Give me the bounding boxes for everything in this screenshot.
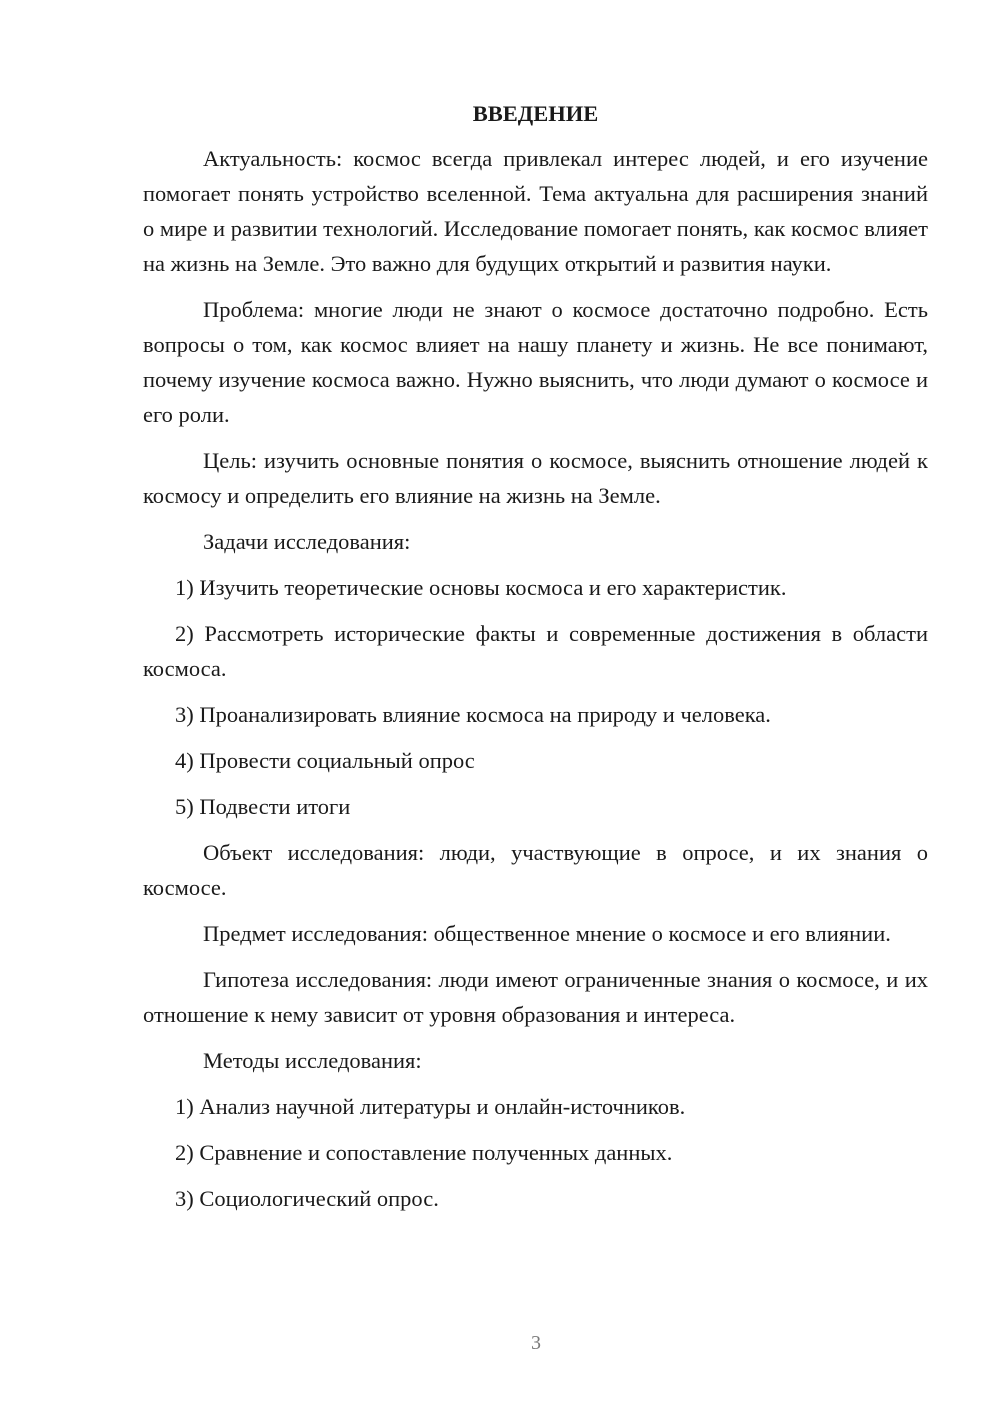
page-content xyxy=(143,96,928,1227)
task-item-2: 2) Рассмотреть исторические факты и современные достижения в области космоса. xyxy=(143,621,928,681)
method-item-3: 3) Социологический опрос. xyxy=(175,1186,439,1211)
tasks-heading: Задачи исследования: xyxy=(203,529,411,554)
subject-paragraph: Предмет исследования: общественное мнение о космосе и его влиянии. xyxy=(203,921,891,946)
task-item-1: 1) Изучить теоретические основы космоса и его характеристик. xyxy=(175,575,787,600)
task-item-4: 4) Провести социальный опрос xyxy=(175,748,475,773)
task-item-5: 5) Подвести итоги xyxy=(175,794,351,819)
object-paragraph: Объект исследования: люди, участвующие в опросе, и их знания о космосе. xyxy=(143,840,928,900)
problem-paragraph: Проблема: многие люди не знают о космосе достаточно подробно. Есть вопросы о том, как космос влияет на нашу планету и жизнь. Не все понимают, почему изучение космоса важно. Нужно выяснить, что люди думают о космосе и его роли. xyxy=(143,297,928,427)
page-number: 3 xyxy=(531,1332,541,1354)
section-title: ВВЕДЕНИЕ xyxy=(472,101,599,126)
goal-paragraph: Цель: изучить основные понятия о космосе, выяснить отношение людей к космосу и определить его влияние на жизнь на Земле. xyxy=(143,448,928,508)
task-item-3: 3) Проанализировать влияние космоса на природу и человека. xyxy=(175,702,771,727)
hypothesis-paragraph: Гипотеза исследования: люди имеют ограниченные знания о космосе, и их отношение к нему зависит от уровня образования и интереса. xyxy=(143,967,928,1027)
methods-heading: Методы исследования: xyxy=(203,1048,422,1073)
method-item-1: 1) Анализ научной литературы и онлайн-источников. xyxy=(175,1094,686,1119)
relevance-paragraph: Актуальность: космос всегда привлекал интерес людей, и его изучение помогает понять устройство вселенной. Тема актуальна для расширения знаний о мире и развитии технологий. Исследование помогает понять, как космос влияет на жизнь на Земле. Это важно для будущих открытий и развития науки. xyxy=(143,146,928,276)
method-item-2: 2) Сравнение и сопоставление полученных данных. xyxy=(175,1140,673,1165)
